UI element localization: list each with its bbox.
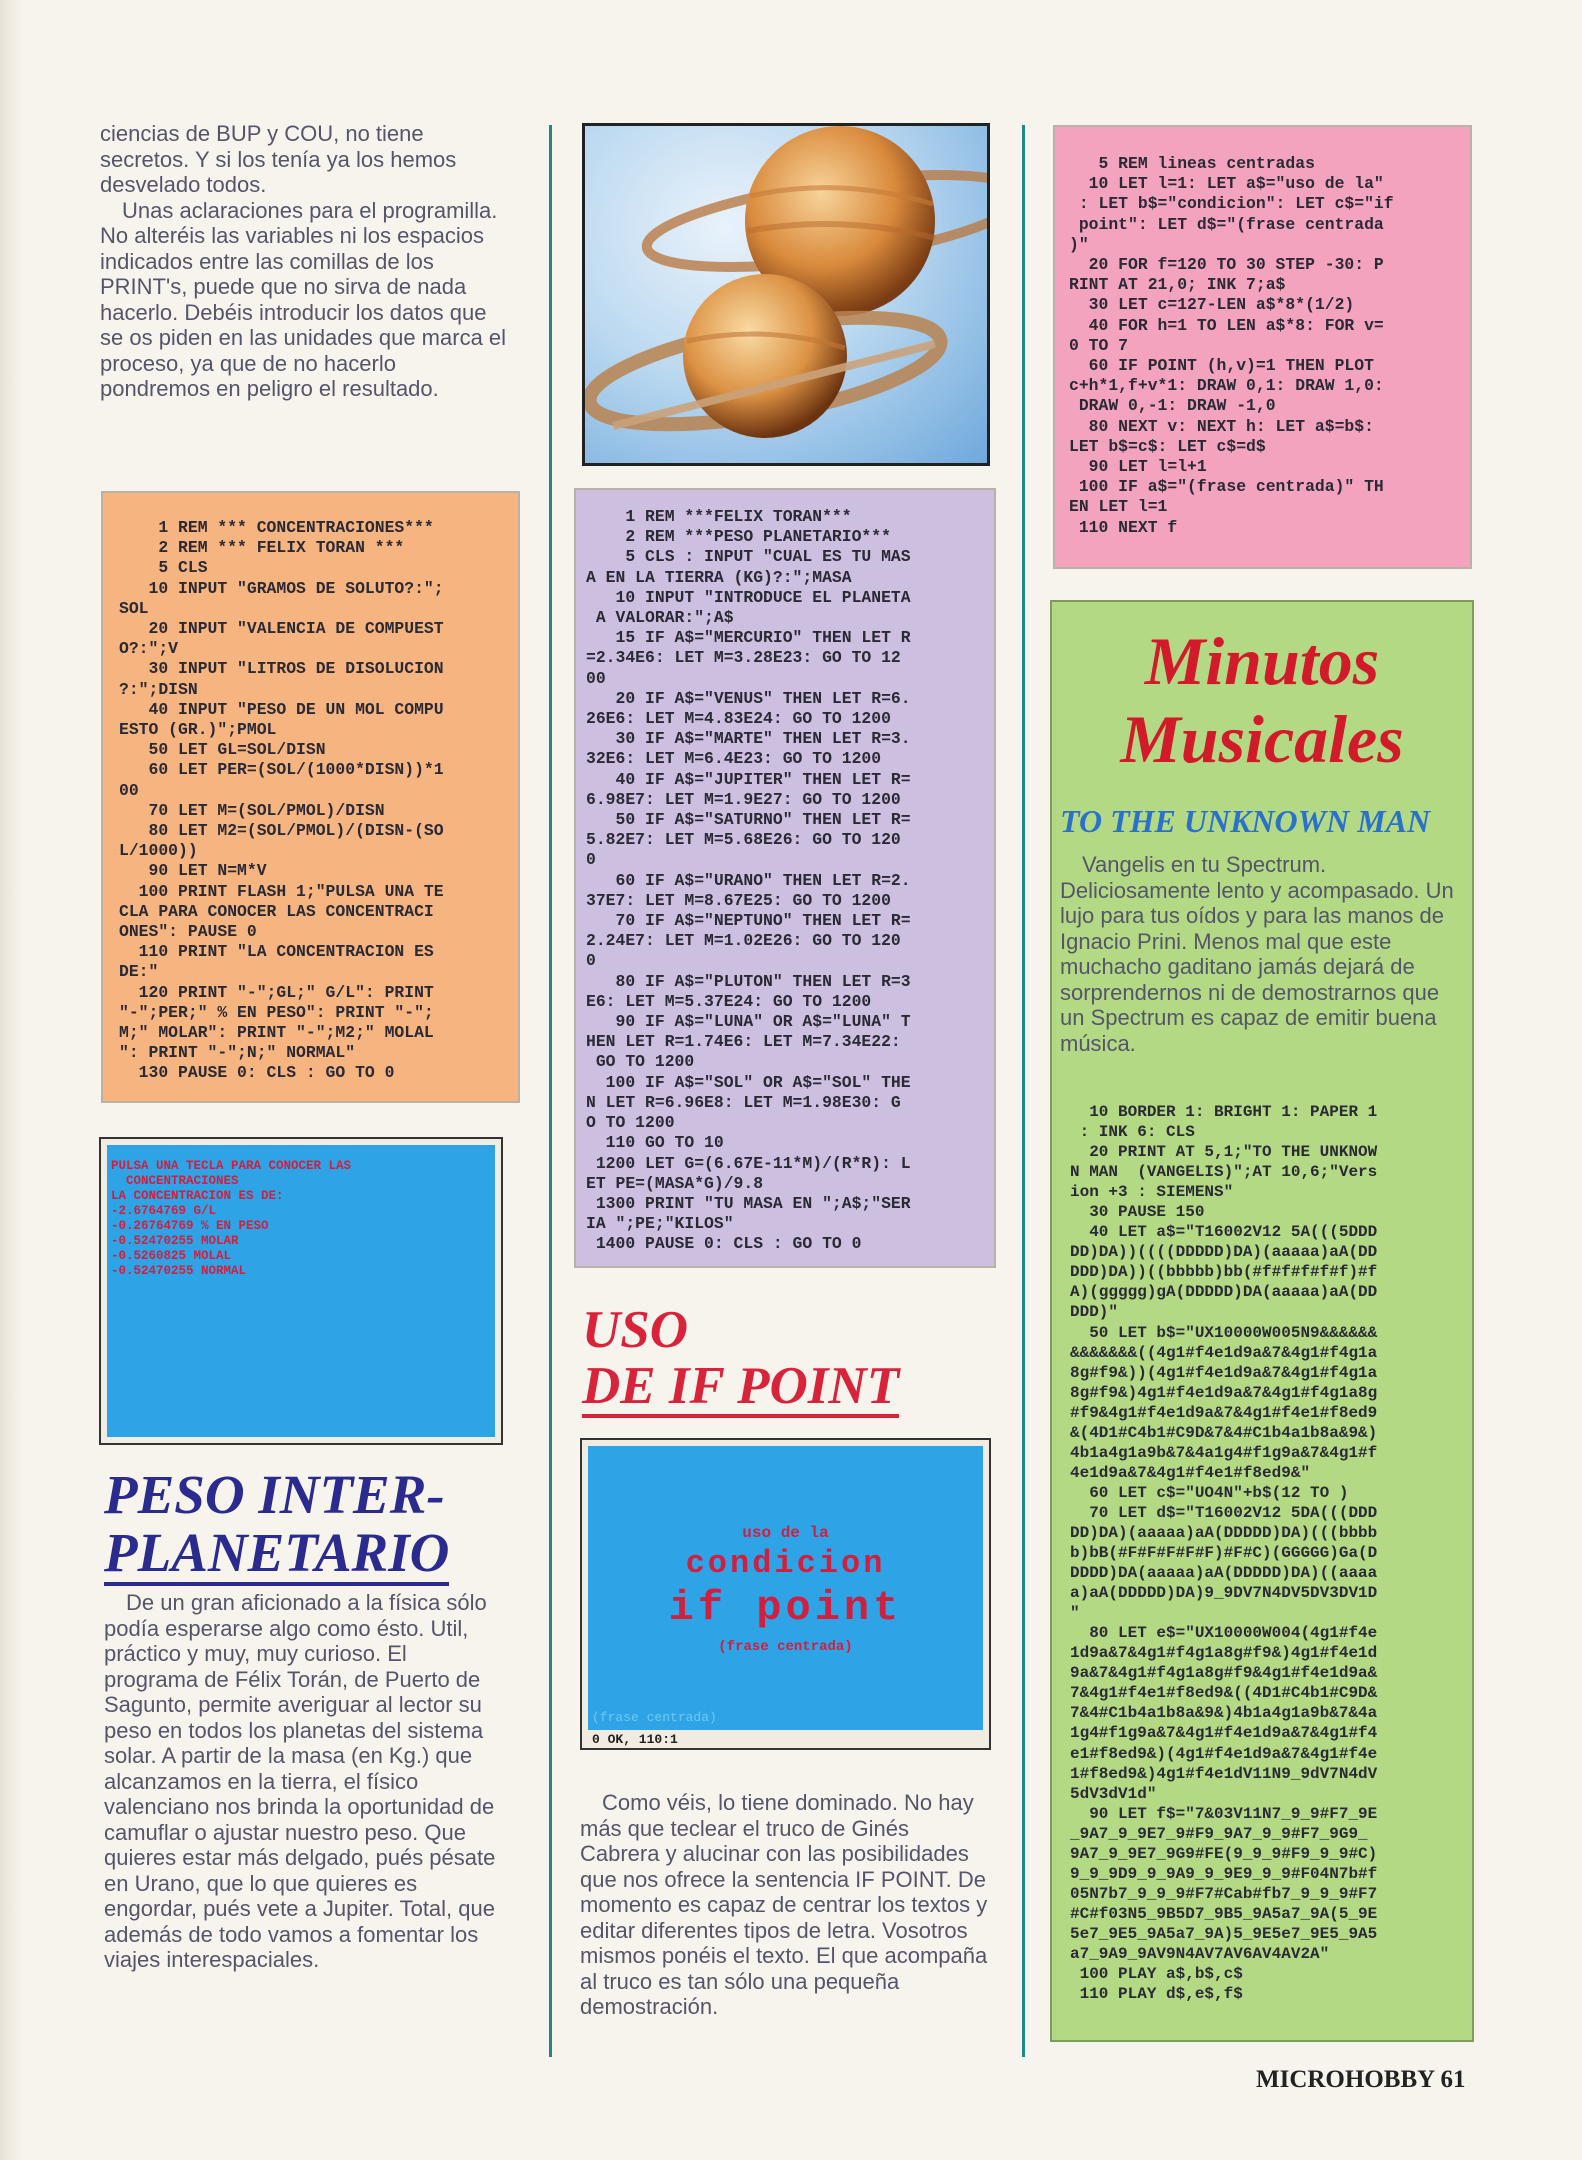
code-line: 1 REM ***FELIX TORAN*** (586, 507, 852, 526)
spectrum-screen-concentraciones (101, 1139, 501, 1443)
code-line: 70 IF A$="NEPTUNO" THEN LET R= (586, 911, 911, 931)
code-line: 40 FOR h=1 TO LEN a$*8: FOR v= (1069, 315, 1384, 335)
code-line: a)aA(DDDDD)DA)9_9DV7N4DV5DV3DV1D (1070, 1584, 1378, 1603)
code-line: 10 INPUT "GRAMOS DE SOLUTO?:"; (119, 578, 444, 598)
code-line: 100 PRINT FLASH 1;"PULSA UNA TE (119, 881, 444, 901)
code-line: 50 LET b$="UX10000W005N9&&&&&& (1070, 1323, 1378, 1342)
minutos-musicales-box (1050, 600, 1474, 2042)
code-line: 10 INPUT "INTRODUCE EL PLANETA (586, 587, 911, 607)
code-line: 80 LET M2=(SOL/PMOL)/(DISN-(SO (119, 821, 444, 841)
code-line: 50 LET GL=SOL/DISN (119, 740, 326, 760)
code-line: DDD)" (1070, 1303, 1119, 1322)
code-line: 80 IF A$="PLUTON" THEN LET R=3 (586, 971, 911, 991)
screen-line: -2.6764769 G/L (111, 1204, 217, 1218)
uso-paragraph: Como véis, lo tiene dominado. No hay más que teclear el truco de Ginés Cabrera y alucinar con las posibilidades que nos ofrece la sentencia IF POINT. De momento es capaz de centrar los textos y editar diferentes tipos de letra. Vosotros mismos ponéis el texto. El que acompaña al truco es tan sólo una pequeña demostración. (580, 1790, 988, 2019)
code-line: 100 PLAY a$,b$,c$ (1070, 1965, 1243, 1984)
peso-paragraph: De un gran aficionado a la física sólo podía esperarse algo como ésto. Util, práctico y muy, muy curioso. El programa de Félix Torán, de Puerto de Sagunto, permite averiguar al lector su peso en todos los planetas del sistema solar. A partir de la masa (en Kg.) que alcanzamos en la tierra, el físico valenciano nos brinda la oportunidad de camuflar o ajustar nuestro peso. Que quieres estar más delgado, pués pésate en Urano, que lo que quieres es engordar, pués vete a Jupiter. Total, que además de todo vamos a fomentar los viajes interespaciales. (104, 1590, 496, 1972)
code-line: 5 REM lineas centradas (1069, 154, 1315, 173)
code-line: 50 IF A$="SATURNO" THEN LET R= (586, 810, 911, 830)
screen-line: -0.5260825 MOLAL (111, 1249, 232, 1263)
code-line: 130 PAUSE 0: CLS : GO TO 0 (119, 1063, 395, 1083)
code-line: 70 LET M=(SOL/PMOL)/DISN (119, 800, 385, 820)
code-line: _9A7_9_9E7_9#F9_9A7_9_9#F7_9G9_ (1070, 1824, 1368, 1843)
code-line: 15 IF A$="MERCURIO" THEN LET R (586, 628, 911, 648)
code-line: 40 IF A$="JUPITER" THEN LET R= (586, 769, 911, 789)
code-line: 7&4#C1b4a1b8a&9&)4b1a4g1a9b&7&4a (1070, 1704, 1378, 1723)
screen-line: -0.26764769 % EN PESO (111, 1219, 269, 1233)
code-line: 40 INPUT "PESO DE UN MOL COMPU (119, 699, 444, 719)
code-line: 00 (119, 780, 139, 800)
code-line: ET PE=(MASA*G)/9.8 (586, 1173, 764, 1193)
minutos-text (1060, 852, 1460, 1056)
code-line: A VALORAR:";A$ (586, 608, 734, 628)
code-line: 60 LET PER=(SOL/(1000*DISN))*1 (119, 760, 444, 780)
minutos-title (1052, 622, 1472, 778)
code-line: SOL (119, 598, 149, 618)
code-line: 80 NEXT v: NEXT h: LET a$=b$: (1069, 416, 1374, 436)
page-footer (1256, 2066, 1466, 2094)
intro-paragraph: ciencias de BUP y COU, no tiene secretos. Y si los tenía ya los hemos desvelado todos. (100, 121, 457, 197)
code-line: b)bB(#F#F#F#F#F)#F#C)(GGGGG)Ga(D (1070, 1544, 1378, 1563)
code-line: 90 LET f$="7&03V11N7_9_9#F7_9E (1070, 1804, 1378, 1823)
code-line: EN LET l=1 (1069, 497, 1168, 517)
code-line: point": LET d$="(frase centrada (1069, 214, 1384, 234)
code-line: 5e7_9E5_9A5a7_9A)5_9E5e7_9E5_9A5 (1070, 1924, 1378, 1943)
code-line: 100 IF A$="SOL" OR A$="SOL" THE (586, 1072, 911, 1092)
code-line: ion +3 : SIEMENS" (1070, 1183, 1234, 1202)
code-listing (119, 518, 518, 1084)
code-line: 00 (586, 668, 606, 688)
code-line: " (1070, 1604, 1080, 1623)
uso-text (580, 1790, 988, 2020)
screen-output (107, 1145, 495, 1279)
code-line: 8g#f9&)4g1#f4e1d9a&7&4g1#f4g1a8g (1070, 1383, 1378, 1402)
code-line: a7_9A9_9AV9N4AV7AV6AV4AV2A" (1070, 1944, 1330, 1963)
screen-line: CONCENTRACIONES (111, 1174, 239, 1188)
code-line: 9a&7&4g1#f4g1a8g#f9&4g1#f4e1d9a& (1070, 1664, 1378, 1683)
code-line: 9A7_9_9E7_9G9#FE(9_9_9#F9_9_9#C) (1070, 1844, 1378, 1863)
code-line: 5dV3dV1d" (1070, 1784, 1157, 1803)
code-line: 7&4g1#f4e1#f8ed9&((4D1#C4b1#C9D& (1070, 1684, 1378, 1703)
code-line: 1g4#f1g9a&7&4g1#f4e1d9a&7&4g1#f4 (1070, 1724, 1378, 1743)
code-line: 1 REM *** CONCENTRACIONES*** (119, 518, 434, 537)
screen-output (588, 1446, 983, 1662)
code-line: 110 PRINT "LA CONCENTRACION ES (119, 942, 434, 962)
screen-text-xlarge: if point (668, 1584, 903, 1632)
code-line: N LET R=6.96E8: LET M=1.98E30: G (586, 1092, 901, 1112)
code-line: : INK 6: CLS (1070, 1123, 1195, 1142)
code-line: N MAN (VANGELIS)";AT 10,6;"Vers (1070, 1163, 1378, 1182)
code-line: 1d9a&7&4g1#f4g1a8g#f9&)4g1#f4e1d (1070, 1644, 1378, 1663)
intro-text (100, 121, 510, 402)
code-line: 5 CLS (119, 558, 208, 578)
code-line: 8g#f9&))(4g1#f4e1d9a&7&4g1#f4g1a (1070, 1363, 1378, 1382)
code-line: e1#f8ed9&)(4g1#f4e1d9a&7&4g1#f4e (1070, 1744, 1378, 1763)
code-line: 32E6: LET M=6.4E23: GO TO 1200 (586, 749, 882, 769)
code-line: 90 LET l=l+1 (1069, 457, 1207, 477)
code-line: 0 (586, 951, 596, 971)
code-line: DDDD)DA(aaaaa)aA(DDDDD)DA)((aaaa (1070, 1564, 1378, 1583)
code-line: HEN LET R=1.74E6: LET M=7.34E22: (586, 1032, 901, 1052)
column-rule-left (549, 125, 552, 2057)
code-listing (586, 507, 994, 1255)
code-line: &(4D1#C4b1#C9D&7&4#C1b4a1b8a&9&) (1070, 1423, 1378, 1442)
code-line: 0 (586, 850, 596, 870)
code-line: IA ";PE;"KILOS" (586, 1214, 734, 1234)
code-line: O?:";V (119, 639, 179, 659)
saturn-illustration (582, 123, 990, 466)
code-line: 9_9_9D9_9_9A9_9_9E9_9_9#F04N7b#f (1070, 1864, 1378, 1883)
code-line: 26E6: LET M=4.83E24: GO TO 1200 (586, 709, 891, 729)
code-listing (1070, 1102, 1377, 2004)
column-rule-right (1022, 125, 1025, 2057)
screen-bottom-line: (frase centrada) (592, 1710, 717, 1725)
code-line: =2.34E6: LET M=3.28E23: GO TO 12 (586, 648, 901, 668)
code-line: 30 LET c=127-LEN a$*8*(1/2) (1069, 295, 1355, 315)
code-line: #f9&4g1#f4e1d9a&7&4g1#f4e1#f8ed9 (1070, 1403, 1378, 1422)
minutos-paragraph: Vangelis en tu Spectrum. Deliciosamente lento y acompasado. Un lujo para tus oídos y para las manos de Ignacio Prini. Menos mal que este muchacho gaditano jamás dejará de sorprendernos ni de demostrarnos que un Spectrum es capaz de emitir buena música. (1060, 852, 1454, 1056)
code-line: 60 IF A$="URANO" THEN LET R=2. (586, 870, 911, 890)
code-line: GO TO 1200 (586, 1052, 695, 1072)
code-line: 4b1a4g1a9b&7&4a1g4#f1g9a&7&4g1#f (1070, 1443, 1378, 1462)
code-line: A)(ggggg)gA(DDDDD)DA(aaaaa)aA(DD (1070, 1283, 1378, 1302)
code-line: 30 PAUSE 150 (1070, 1203, 1205, 1222)
code-line: 30 IF A$="MARTE" THEN LET R=3. (586, 729, 911, 749)
code-line: ESTO (GR.)";PMOL (119, 720, 277, 740)
code-line: #C#f03N5_9B5D7_9B5_9A5a7_9A(5_9E (1070, 1904, 1378, 1923)
code-line: 20 FOR f=120 TO 30 STEP -30: P (1069, 255, 1384, 275)
code-line: 1400 PAUSE 0: CLS : GO TO 0 (586, 1234, 862, 1254)
code-line: LET b$=c$: LET c$=d$ (1069, 436, 1266, 456)
code-line: 4e1d9a&7&4g1#f4e1#f8ed9&" (1070, 1463, 1311, 1482)
code-line: L/1000)) (119, 841, 198, 861)
code-line: DE:" (119, 962, 159, 982)
code-line: A EN LA TIERRA (KG)?:";MASA (586, 567, 852, 587)
code-line: O TO 1200 (586, 1113, 675, 1133)
screen-status-bar (588, 1730, 983, 1748)
code-line: 110 GO TO 10 (586, 1133, 724, 1153)
intro-paragraph: Unas aclaraciones para el programilla. No alteréis las variables ni los espacios indicados entre las comillas de los PRINT's, puede que no sirva de nada hacerlo. Debéis introducir los datos que se os piden en las unidades que marca el proceso, ya que de no hacerlo pondremos en peligro el resultado. (100, 197, 507, 401)
heading-line: DE IF POINT (582, 1358, 899, 1418)
code-line: ": PRINT "-";N;" NORMAL" (119, 1043, 356, 1063)
code-line: 90 IF A$="LUNA" OR A$="LUNA" T (586, 1012, 911, 1032)
code-line: 70 LET d$="T16002V12 5DA(((DDD (1070, 1503, 1378, 1522)
screen-line: LA CONCENTRACION ES DE: (111, 1189, 284, 1203)
code-line: DD)DA))((((DDDDD)DA)(aaaaa)aA(DD (1070, 1243, 1378, 1262)
code-line: 1300 PRINT "TU MASA EN ";A$;"SER (586, 1193, 911, 1213)
heading-line: PLANETARIO (104, 1524, 449, 1586)
title-line: Minutos (1144, 623, 1380, 699)
code-line: DDD)DA))((bbbbb)bb(#f#f#f#f#f)#f (1070, 1263, 1378, 1282)
code-line: DRAW 0,-1: DRAW -1,0 (1069, 396, 1276, 416)
code-line: E6: LET M=5.37E24: GO TO 1200 (586, 991, 872, 1011)
screen-text-large: condicion (685, 1545, 886, 1582)
page-edge-shadow (0, 0, 22, 2160)
code-line: CLA PARA CONOCER LAS CONCENTRACI (119, 901, 434, 921)
code-line: ?:";DISN (119, 679, 198, 699)
code-line: 20 IF A$="VENUS" THEN LET R=6. (586, 688, 911, 708)
code-listing (1069, 154, 1470, 538)
code-line: 10 BORDER 1: BRIGHT 1: PAPER 1 (1070, 1103, 1378, 1121)
screen-line: PULSA UNA TECLA PARA CONOCER LAS (111, 1159, 352, 1173)
code-line: 37E7: LET M=8.67E25: GO TO 1200 (586, 890, 891, 910)
heading-line: PESO INTER- (104, 1464, 445, 1525)
code-line: c+h*1,f+v*1: DRAW 0,1: DRAW 1,0: (1069, 376, 1384, 396)
code-line: 1200 LET G=(6.67E-11*M)/(R*R): L (586, 1153, 911, 1173)
code-line: 90 LET N=M*V (119, 861, 267, 881)
peso-heading (104, 1466, 544, 1586)
code-line: ONES": PAUSE 0 (119, 922, 257, 942)
code-line: 2 REM ***PESO PLANETARIO*** (586, 527, 891, 547)
code-line: 5.82E7: LET M=5.68E26: GO TO 120 (586, 830, 901, 850)
song-title: TO THE UNKNOWN MAN (1060, 803, 1431, 839)
code-line: )" (1069, 234, 1089, 254)
code-line: 05N7b7_9_9_9#F7#Cab#fb7_9_9_9#F7 (1070, 1884, 1378, 1903)
code-line: 0 TO 7 (1069, 335, 1129, 355)
spectrum-screen-if-point (582, 1440, 989, 1748)
code-line: DD)DA)(aaaaa)aA(DDDDD)DA)(((bbbb (1070, 1523, 1378, 1542)
title-line: Musicales (1120, 701, 1404, 777)
uso-heading (582, 1302, 1002, 1418)
code-line: : LET b$="condicion": LET c$="if (1069, 194, 1394, 214)
code-line: &&&&&&&((4g1#f4e1d9a&7&4g1#f4g1a (1070, 1343, 1378, 1362)
code-line: 20 PRINT AT 5,1;"TO THE UNKNOW (1070, 1143, 1378, 1162)
code-line: "-";PER;" % EN PESO": PRINT "-"; (119, 1002, 434, 1022)
code-line: 20 INPUT "VALENCIA DE COMPUEST (119, 619, 444, 639)
screen-text-small: uso de la (742, 1524, 829, 1542)
code-line: 6.98E7: LET M=1.9E27: GO TO 1200 (586, 789, 901, 809)
screen-text-small: (frase centrada) (718, 1639, 853, 1655)
page-number: 61 (1440, 2066, 1466, 2093)
heading-line: USO (582, 1301, 689, 1359)
screen-line: -0.52470255 NORMAL (111, 1264, 247, 1278)
code-line: 30 INPUT "LITROS DE DISOLUCION (119, 659, 444, 679)
code-line: 60 LET c$="UO4N"+b$(12 TO ) (1070, 1483, 1349, 1502)
code-line: 2 REM *** FELIX TORAN *** (119, 538, 405, 558)
code-line: M;" MOLAR": PRINT "-";M2;" MOLAL (119, 1023, 434, 1043)
peso-text (104, 1590, 504, 1973)
code-line: 2.24E7: LET M=1.02E26: GO TO 120 (586, 931, 901, 951)
saturn-drawing (585, 126, 987, 463)
code-line: RINT AT 21,0; INK 7;a$ (1069, 275, 1286, 295)
screen-line: -0.52470255 MOLAR (111, 1234, 239, 1248)
code-line: 100 IF a$="(frase centrada)" TH (1069, 477, 1384, 497)
magazine-name: MICROHOBBY (1256, 2066, 1435, 2093)
code-line: 80 LET e$="UX10000W004(4g1#f4e (1070, 1624, 1378, 1643)
code-line: 110 PLAY d$,e$,f$ (1070, 1985, 1243, 2004)
code-line: 60 IF POINT (h,v)=1 THEN PLOT (1069, 356, 1374, 376)
listing-peso-planetario (574, 488, 996, 1268)
status-text: 0 OK, 110:1 (592, 1732, 678, 1747)
code-line: 5 CLS : INPUT "CUAL ES TU MAS (586, 547, 911, 567)
code-line: 40 LET a$="T16002V12 5A(((5DDD (1070, 1223, 1378, 1242)
code-line: 120 PRINT "-";GL;" G/L": PRINT (119, 982, 434, 1002)
code-line: 1#f8ed9&)4g1#f4e1dV11N9_9dV7N4dV (1070, 1764, 1378, 1783)
listing-concentraciones (101, 491, 520, 1103)
code-line: 10 LET l=1: LET a$="uso de la" (1069, 174, 1384, 194)
listing-lineas-centradas (1053, 125, 1472, 569)
code-line: 110 NEXT f (1069, 517, 1178, 537)
